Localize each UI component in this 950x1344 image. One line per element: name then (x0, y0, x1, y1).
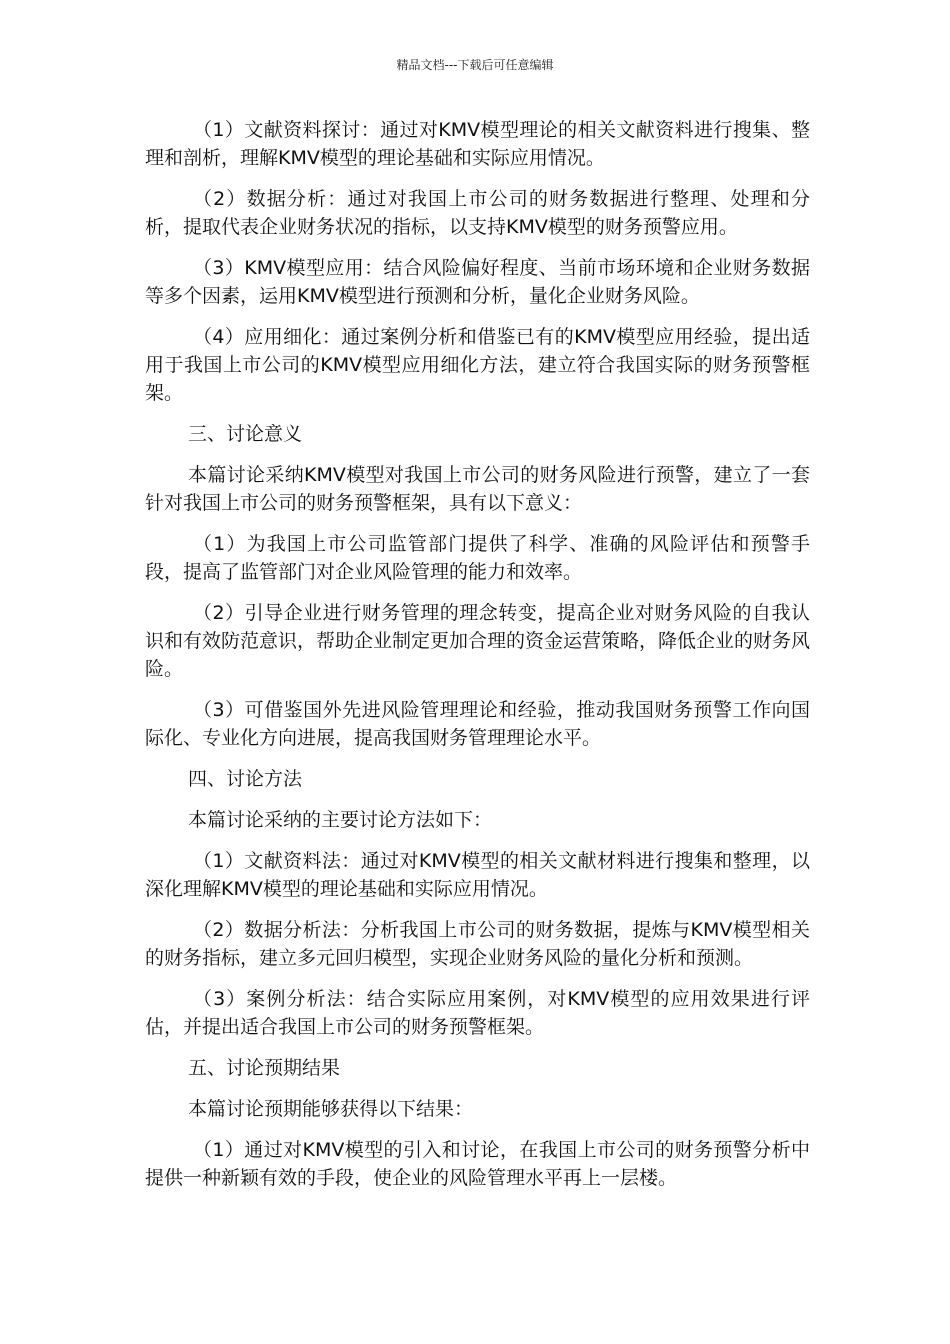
paragraph-method-literature: （1）文献资料探讨：通过对KMV模型理论的相关文献资料进行搜集、整理和剖析，理解KMV模型的理论基础和实际应用情况。 (145, 119, 810, 169)
paragraph-significance-2: （2）引导企业进行财务管理的理念转变，提高企业对财务风险的自我认识和有效防范意识，帮助企业制定更加合理的资金运营策略，降低企业的财务风险。 (145, 602, 811, 680)
document-body (145, 116, 810, 1205)
paragraph-method-kmv: （3）KMV模型应用：结合风险偏好程度、当前市场环境和企业财务数据等多个因素，运用KMV模型进行预测和分析，量化企业财务风险。 (145, 257, 810, 307)
paragraph-significance-intro: 本篇讨论采纳KMV模型对我国上市公司的财务风险进行预警，建立了一套针对我国上市公司的财务预警框架，具有以下意义： (145, 464, 810, 514)
section-heading-significance: 三、讨论意义 (188, 423, 303, 445)
paragraph-significance-1: （1）为我国上市公司监管部门提供了科学、准确的风险评估和预警手段，提高了监管部门对企业风险管理的能力和效率。 (145, 533, 810, 583)
paragraph-results-intro: 本篇讨论预期能够获得以下结果： (188, 1098, 474, 1120)
paragraph-method-data: （2）数据分析：通过对我国上市公司的财务数据进行整理、处理和分析，提取代表企业财务状况的指标，以支持KMV模型的财务预警应用。 (145, 188, 810, 238)
paragraph-methods-2: （2）数据分析法：分析我国上市公司的财务数据，提炼与KMV模型相关的财务指标，建立多元回归模型，实现企业财务风险的量化分析和预测。 (145, 919, 810, 969)
paragraph-significance-3: （3）可借鉴国外先进风险管理理论和经验，推动我国财务预警工作向国际化、专业化方向进展，提高我国财务管理理论水平。 (145, 699, 810, 749)
paragraph-methods-1: （1）文献资料法：通过对KMV模型的相关文献材料进行搜集和整理，以深化理解KMV模型的理论基础和实际应用情况。 (145, 850, 810, 900)
section-heading-methods: 四、讨论方法 (188, 768, 303, 790)
paragraph-method-refine: （4）应用细化：通过案例分析和借鉴已有的KMV模型应用经验，提出适用于我国上市公司的KMV模型应用细化方法，建立符合我国实际的财务预警框架。 (145, 326, 810, 404)
paragraph-methods-intro: 本篇讨论采纳的主要讨论方法如下： (188, 809, 493, 831)
paragraph-results-1: （1）通过对KMV模型的引入和讨论，在我国上市公司的财务预警分析中提供一种新颖有效的手段，使企业的风险管理水平再上一层楼。 (145, 1139, 810, 1189)
paragraph-methods-3: （3）案例分析法：结合实际应用案例，对KMV模型的应用效果进行评估，并提出适合我国上市公司的财务预警框架。 (145, 988, 810, 1038)
page-header: 精品文档---下载后可任意编辑 (396, 58, 554, 72)
section-heading-expected-results: 五、讨论预期结果 (188, 1057, 341, 1079)
